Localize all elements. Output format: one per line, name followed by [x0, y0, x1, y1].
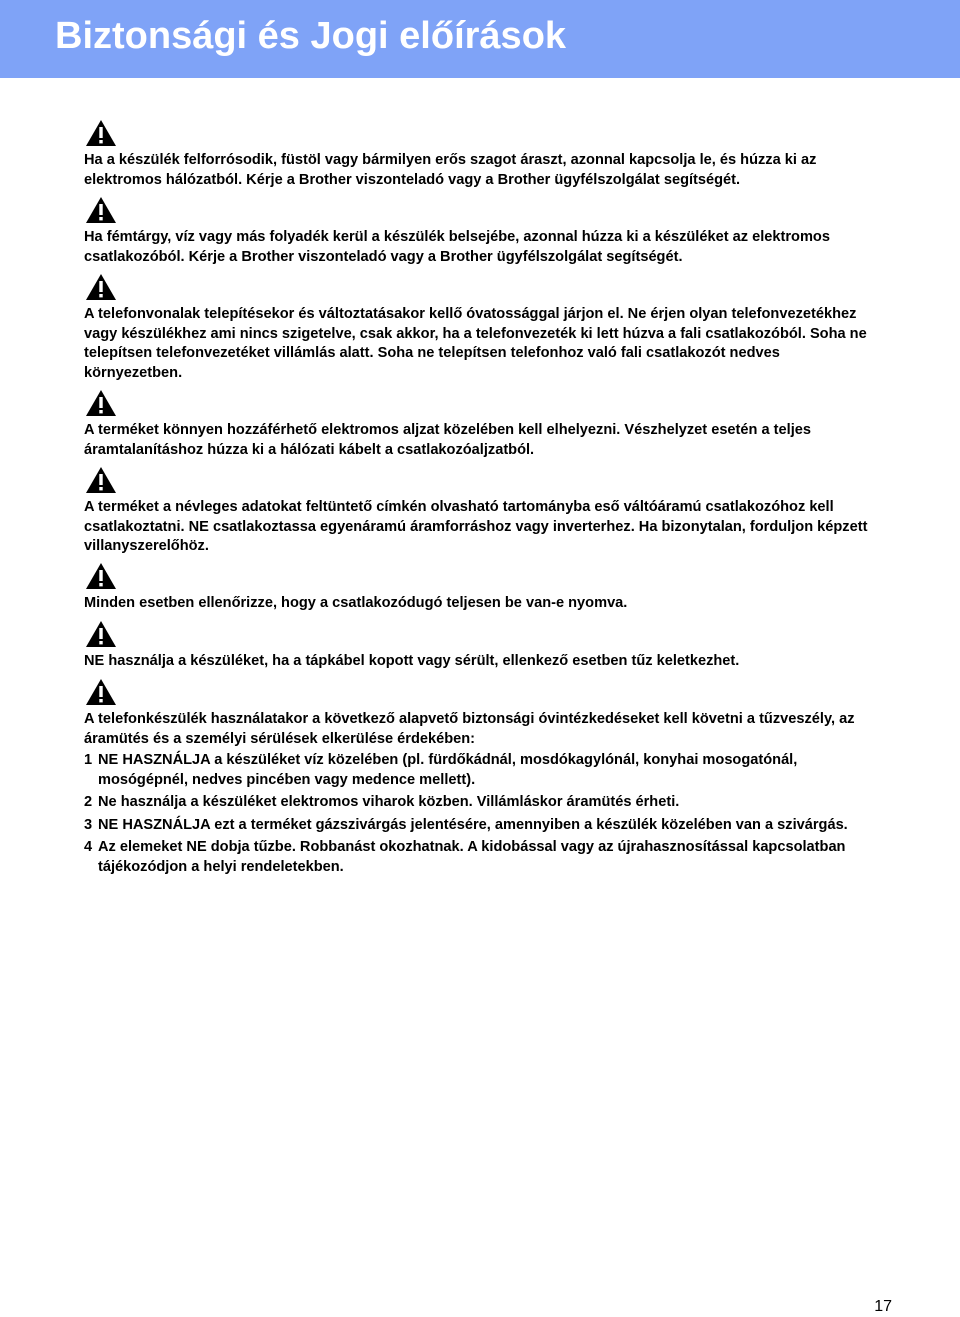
list-item-text: Az elemeket NE dobja tűzbe. Robbanást okozhatnak. A kidobással vagy az újrahasznosítással kapcsolatban tájékozódjon a helyi rendeletekben. [98, 839, 846, 875]
warning-block [84, 389, 874, 466]
warning-block [84, 119, 874, 196]
warning-text: Ha a készülék felforrósodik, füstöl vagy bármilyen erős szagot áraszt, azonnal kapcsolja le, és húzza ki az elektromos hálózatból. Kérje a Brother viszonteladó vagy a Brother ügyfélszolgálat segítségét. [84, 152, 817, 188]
warning-triangle-icon [85, 273, 117, 301]
list-item-number: 4 [84, 839, 93, 855]
page-header [0, 0, 960, 78]
warning-text: A terméket a névleges adatokat feltüntető címkén olvasható tartományba eső váltóáramú csatlakozóhoz kell csatlakoztatni. NE csatlakoztassa egyenáramú áramforráshoz vagy inverterhez. Ha bizonytalan, forduljon képzett villanyszerelőhöz. [84, 499, 868, 554]
list-item-text: NE HASZNÁLJA ezt a terméket gázszivárgás jelentésére, amennyiben a készülék közelében van a szivárgás. [98, 816, 848, 833]
warning-triangle-icon [85, 620, 117, 648]
warning-triangle-icon [85, 119, 117, 147]
warning-triangle-icon [85, 466, 117, 494]
warning-triangle-icon [85, 389, 117, 417]
warning-triangle-icon [85, 196, 117, 224]
safety-content [84, 119, 874, 880]
warning-block [84, 562, 874, 620]
warning-block [84, 678, 874, 877]
precautions-list [84, 751, 874, 877]
warning-block [84, 196, 874, 273]
list-item [84, 793, 874, 813]
list-item [84, 816, 874, 836]
warning-block [84, 620, 874, 678]
page-title: Biztonsági és Jogi előírások [55, 15, 567, 57]
warning-triangle-icon [85, 562, 117, 590]
list-item-number: 1 [84, 752, 93, 768]
warning-block [84, 273, 874, 389]
warning-block [84, 466, 874, 562]
warning-text: A telefonvonalak telepítésekor és változtatásakor kellő óvatossággal járjon el. Ne érjen olyan telefonvezetékhez vagy készülékhez ami nincs szigetelve, csak akkor, ha a telefonvezeték ki lett húzva a fali csatlakozóból. Soha ne telepítsen telefonvezetéket villámlás alatt. Soha ne telepítsen telefonhoz való fali csatlakozót nedves környezetben. [84, 306, 867, 381]
list-item-number: 3 [84, 816, 93, 833]
warning-text: A terméket könnyen hozzáférhető elektromos aljzat közelében kell elhelyezni. Vészhelyzet esetén a teljes áramtalanításhoz húzza ki a hálózati kábelt a csatlakozóaljzatból. [84, 422, 811, 458]
warning-triangle-icon [85, 678, 117, 706]
warning-text: A telefonkészülék használatakor a következő alapvető biztonsági óvintézkedéseket kell követni a tűzveszély, az áramütés és a személyi sérülések elkerülése érdekében: [84, 711, 855, 747]
list-item-number: 2 [84, 794, 93, 810]
list-item [84, 838, 874, 877]
warning-text: Ha fémtárgy, víz vagy más folyadék kerül a készülék belsejébe, azonnal húzza ki a készüléket az elektromos csatlakozóból. Kérje a Brother viszonteladó vagy a Brother ügyfélszolgálat segítségét. [84, 229, 830, 265]
warning-text: NE használja a készüléket, ha a tápkábel kopott vagy sérült, ellenkező esetben tűz keletkezhet. [84, 653, 740, 669]
list-item-text: Ne használja a készüléket elektromos viharok közben. Villámláskor áramütés érheti. [98, 794, 680, 810]
warning-text: Minden esetben ellenőrizze, hogy a csatlakozódugó teljesen be van-e nyomva. [84, 595, 628, 611]
page-number: 17 [874, 1298, 892, 1315]
list-item [84, 751, 874, 790]
list-item-text: NE HASZNÁLJA a készüléket víz közelében (pl. fürdőkádnál, mosdókagylónál, konyhai mosogatónál, mosógépnél, nedves pincében vagy medence mellett). [98, 752, 798, 788]
